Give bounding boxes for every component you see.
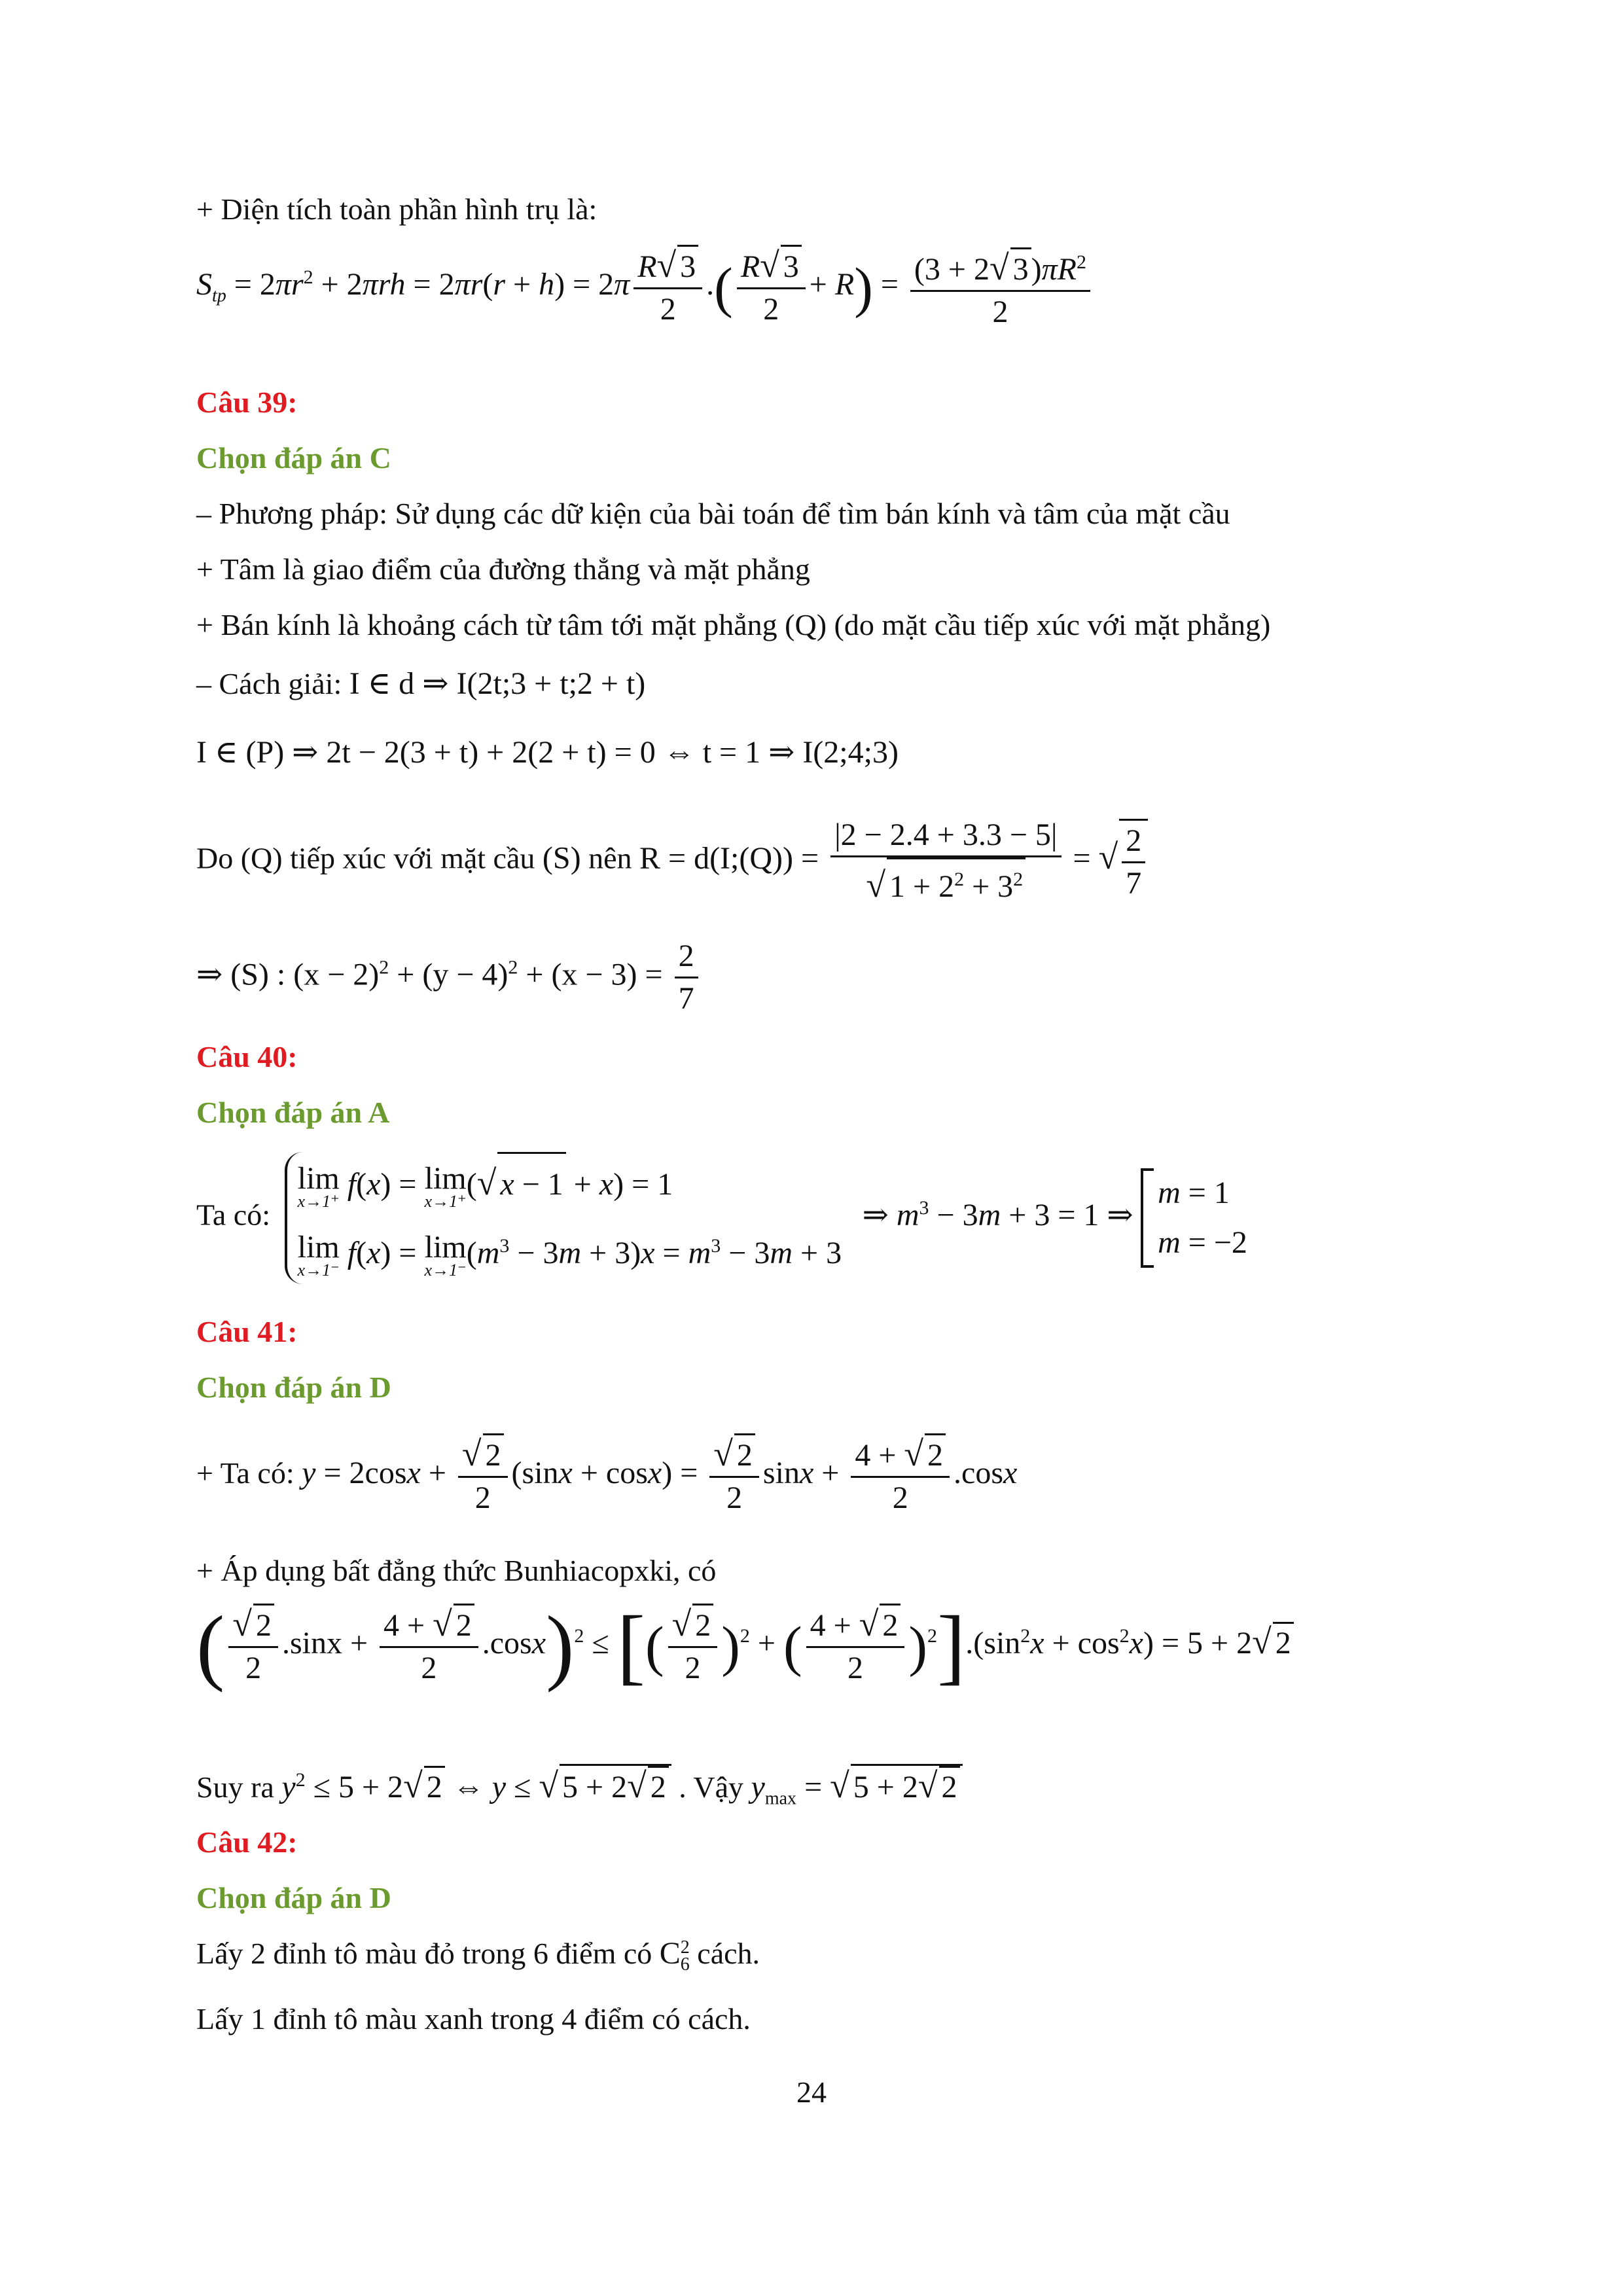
q41-apply: + Áp dụng bất đẳng thức Bunhiacopxki, có (196, 1554, 717, 1587)
q41-taco: + Ta có: (196, 1456, 294, 1490)
intro-area-text: + Diện tích toàn phần hình trụ là: (196, 192, 597, 226)
q41-vay: . Vậy (679, 1770, 744, 1804)
formula-surface-area: $S_{tp} = 2\pi r^2 + 2\pi rh = 2\pi r(r + h) = 2\pi$ $\frac{R√ 3}{2}$ .( $\frac{R√ 3}{2}$ + R) = $\frac{(3 + 2√ 3)\pi R^2}{2}$ (196, 242, 1094, 332)
q40-answer: Chọn đáp án A (196, 1096, 390, 1129)
q41-answer: Chọn đáp án D (196, 1371, 391, 1404)
q42-blue-line: Lấy 1 đỉnh tô màu xanh trong 4 điểm có cách. (196, 2002, 751, 2036)
q42-red-line: Lấy 2 đỉnh tô màu đỏ trong 6 điểm có C 2 6 cách. (196, 1936, 760, 1975)
q41-conclusion: Suy ra $y^2 \le 5 + 2√$ 2 ⇔ y ≤ √ 5 + 2√ 2 . Vậy $y_{max}$ = √ 5 + 2√ 2 (196, 1761, 963, 1819)
q39-sphere-equation: ⇒ (S) : $(x - 2)^2 + (y - 4)^2 + (x - 3)$ = $\frac{2}{7}$ (196, 936, 702, 1019)
q42-heading: Câu 42: (196, 1825, 298, 1859)
q39-nen-text: nên (588, 841, 632, 875)
q39-tangent-text: Do (Q) tiếp xúc với mặt cầu (196, 841, 535, 875)
q42-red-text: Lấy 2 đỉnh tô màu đỏ trong 6 điểm có (196, 1937, 652, 1970)
q39-radius: + Bán kính là khoảng cách từ tâm tới mặt phẳng (Q) (do mặt cầu tiếp xúc với mặt phẳng) (196, 608, 1271, 641)
q39-answer: Chọn đáp án C (196, 441, 391, 475)
q39-method: – Phương pháp: Sử dụng các dữ kiện của bài toán để tìm bán kính và tâm của mặt cầu (196, 497, 1230, 530)
q42-cach: cách. (697, 1937, 760, 1970)
q39-heading: Câu 39: (196, 386, 298, 419)
q40-heading: Câu 40: (196, 1040, 298, 1073)
q40-limits: Ta có: lim x→1⁺ f(x) = lim x→1⁺ (√ x − 1 + x) = 1 lim x→1⁻ f(x) = lim x→1⁻ $(m^3 - 3m + 3)x = m^3 - 3m + 3$ ⇒ $m^3 - 3m + 3 = 1$ ⇒ m = 1 m = −2 (196, 1152, 1247, 1284)
q41-inequality: ( $\frac{√ 2}{2}$ .sinx + $\frac{4 + √ 2}{2}$ .cosx)$^2$ ≤ [( $\frac{√ 2}{2}$ )$^2$ + ( $\frac{4 + √ 2}{2}$ )$^2].(\sin^2x + \cos^2x) = 5 + 2√$ 2 (196, 1604, 1294, 1689)
q41-suyra: Suy ra (196, 1770, 274, 1804)
q40-taco: Ta có: (196, 1198, 271, 1232)
q42-answer: Chọn đáp án D (196, 1881, 391, 1914)
q39-distance-line: Do (Q) tiếp xúc với mặt cầu (S) nên R = d(I;(Q)) = $\frac{|2 - 2.4 + 3.3 - 5|}{√ 1 + 2^2 + 3^2}$ = √ $\frac{2}{7}$ (196, 815, 1148, 907)
q41-heading: Câu 41: (196, 1315, 298, 1348)
q41-function-line: + Ta có: y = 2cosx + $\frac{√ 2}{2}$ (sinx + cosx) = $\frac{√ 2}{2}$ sinx + $\frac{4 + √ 2}{2}$ .cosx (196, 1434, 1018, 1515)
page-number: 24 (796, 2075, 827, 2109)
q39-center: + Tâm là giao điểm của đường thẳng và mặt phẳng (196, 552, 810, 586)
q39-solve-line: – Cách giải: I ∈ d ⇒ I(2t;3 + t;2 + t) (196, 666, 646, 701)
q39-equation-p: I ∈ (P) ⇒ 2t − 2(3 + t) + 2(2 + t) = 0 ⇔ t = 1 ⇒ I(2;4;3) (196, 735, 899, 770)
q39-solve-label: – Cách giải: (196, 667, 342, 700)
